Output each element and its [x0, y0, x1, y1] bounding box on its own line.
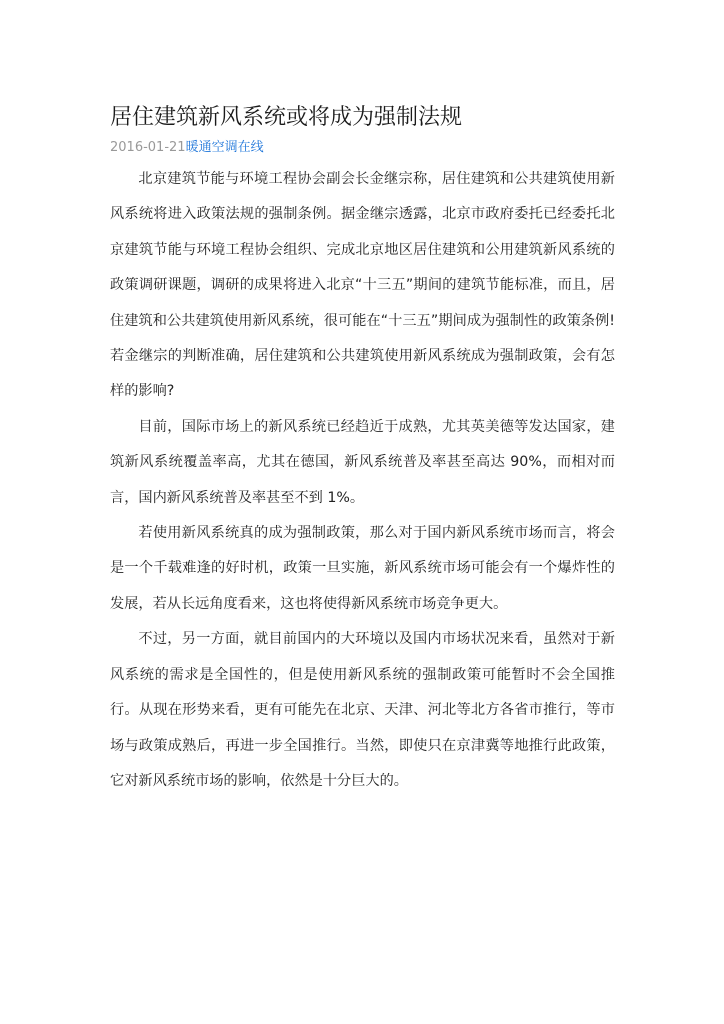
paragraph-3: 若使用新风系统真的成为强制政策，那么对于国内新风系统市场而言，将会是一个千载难逢的好时机，政策一旦实施，新风系统市场可能会有一个爆炸性的发展，若从长远角度看来，这也将使得新风系统市场竞争更大。 [110, 525, 615, 612]
article-title: 居住建筑新风系统或将成为强制法规 [110, 105, 463, 130]
article [110, 100, 615, 799]
paragraph-2: 目前，国际市场上的新风系统已经趋近于成熟，尤其英美德等发达国家，建筑新风系统覆盖率高，尤其在德国，新风系统普及率甚至高达 90%，而相对而言，国内新风系统普及率甚至不到 1%。 [110, 418, 615, 506]
article-body [110, 162, 615, 799]
publish-date: 2016-01-21 [110, 140, 186, 155]
paragraph-1: 北京建筑节能与环境工程协会副会长金继宗称，居住建筑和公共建筑使用新风系统将进入政策法规的强制条例。据金继宗透露，北京市政府委托已经委托北京建筑节能与环境工程协会组织、完成北京地区居住建筑和公用建筑新风系统的政策调研课题，调研的成果将进入北京“十三五”期间的建筑节能标准，而且，居住建筑和公共建筑使用新风系统，很可能在“十三五”期间成为强制性的政策条例!若金继宗的判断准确，居住建筑和公共建筑使用新风系统成为强制政策，会有怎样的影响? [110, 171, 615, 400]
article-meta [110, 138, 615, 158]
paragraph-4: 不过，另一方面，就目前国内的大环境以及国内市场状况来看，虽然对于新风系统的需求是全国性的，但是使用新风系统的强制政策可能暂时不会全国推行。从现在形势来看，更有可能先在北京、天津、河北等北方各省市推行，等市场与政策成熟后，再进一步全国推行。当然，即使只在京津冀等地推行此政策，它对新风系统市场的影响，依然是十分巨大的。 [110, 631, 615, 789]
source-link[interactable]: 暖通空调在线 [185, 140, 264, 155]
